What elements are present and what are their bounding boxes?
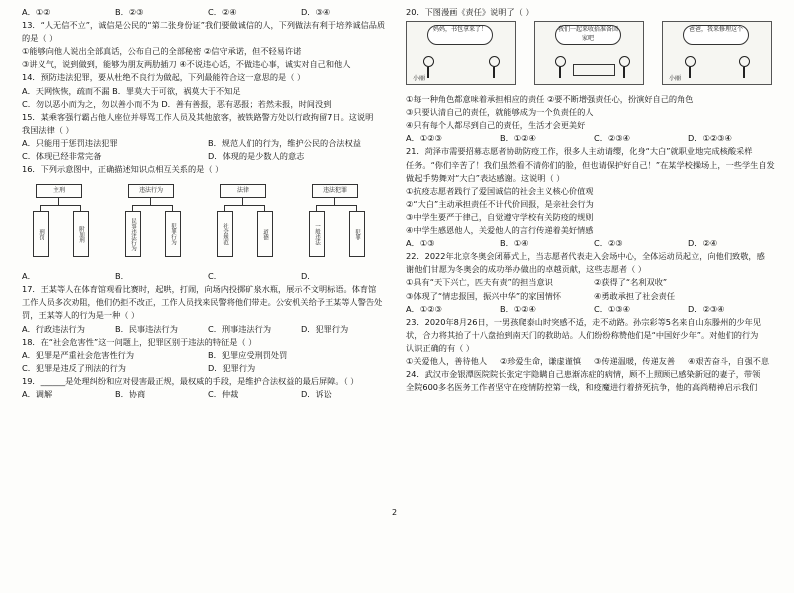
q17-options — [22, 323, 394, 336]
q22-stem: 22．2022年北京冬奥会闭幕式上，当志愿者代表走入会场中心，全体运动员起立，向他们致敬，感 — [406, 251, 765, 262]
option-d: D． — [301, 271, 316, 282]
option-a: A．①③ — [406, 238, 435, 249]
diagram-top-box: 违法犯罪 — [312, 184, 358, 198]
option-c: C．仲裁 — [208, 388, 239, 399]
option-a: A．①② — [22, 7, 51, 17]
q23-stem: 23．2020年8月26日，一男孩爬泰山时突感不适，走不动路。孙宗彩等5名来自山东滕州的少年见 — [406, 316, 762, 327]
option-b: B．规范人们的行为，维护公民的合法权益 — [208, 137, 361, 148]
q15-stem: 15．某乘客强行霸占他人座位并辱骂工作人员及其他旅客，被铁路警方处以行政拘留7日。这说明 — [22, 111, 374, 122]
statement: ④勇敢承担了社会责任 — [594, 290, 676, 301]
option-b: B． — [115, 271, 129, 282]
q18-stem: 18．在“社会危害性”这一问题上，犯罪区别于违法的特征是（ ） — [22, 336, 257, 347]
q19-options — [22, 388, 394, 401]
option-c: C． — [208, 271, 222, 282]
speech-bubble: 爸爸，我来修理这个 — [683, 25, 749, 45]
option-b: B．协商 — [115, 388, 146, 399]
q20-statements-1: ①每一种角色都意味着承担相应的责任 ②要不断增强责任心，扮演好自己的角色 — [406, 94, 694, 105]
q22-statements-12 — [406, 276, 782, 289]
statement: ②获得了“名利双收” — [594, 277, 668, 288]
q21-stem-cont: 任务。“你们辛苦了！我们虽然看不清你们的脸，但也请保护好自己！”在某学校操场上，一些学生自发 — [406, 159, 775, 170]
q15-options-cd — [22, 150, 394, 163]
diagram-sub-box: 道德 — [257, 211, 273, 257]
statement: ④艰苦奋斗，自强不息 — [688, 355, 770, 366]
q12-options — [22, 6, 394, 19]
q21-statement-3: ③中学生要严于律己，自觉遵守学校有关防疫的规则 — [406, 211, 594, 222]
diagram-a — [30, 178, 100, 258]
q14-options-cd: C．勿以恶小而为之，勿以善小而不为 D．善有善报，恶有恶报；若然未报，时间没到 — [22, 98, 332, 109]
diagram-top-box: 主刑 — [36, 184, 82, 198]
option-d: D．诉讼 — [301, 388, 332, 399]
diagram-top-box: 法律 — [220, 184, 266, 198]
diagram-sub-box: 社会规范 — [217, 211, 233, 257]
option-c: C．②④ — [208, 7, 237, 17]
option-c: C．②③④ — [594, 133, 630, 144]
option-a: A．①②③ — [406, 303, 442, 314]
q20-comic — [406, 21, 782, 87]
q21-statement-4: ④中学生感恩他人，关爱他人的言行传递着美好情感 — [406, 225, 594, 236]
option-a: A．调解 — [22, 388, 53, 399]
q24-stem-cont: 全院600多名医务工作者坚守在疫情防控第一线，和疫魔进行着挤死抗争，他的高尚精神启示我们 — [406, 382, 758, 393]
option-b: B．犯罪应受刑罚处罚 — [208, 349, 288, 360]
diagram-sub-box: 犯罪行为 — [165, 211, 181, 257]
option-b: B．①②④ — [500, 133, 536, 144]
q20-statements-3: ④只有每个人都尽到自己的责任，生活才会更美好 — [406, 120, 586, 131]
statement: ②珍爱生命，谦虚谨慎 — [500, 355, 582, 366]
q15-options-ab — [22, 137, 394, 150]
q16-stem: 16．下列示意图中，正确描述知识点相互关系的是（ ） — [22, 164, 224, 175]
option-c: C．②③ — [594, 238, 623, 249]
option-a: A． — [22, 271, 36, 282]
option-d: D．犯罪行为 — [208, 362, 256, 373]
q19-stem: 19．______是处理纠纷和应对侵害最正规，最权威的手段，是维护合法权益的最后屏障。（ ） — [22, 375, 359, 386]
q20-stem: 20．下图漫画《责任》说明了（ ） — [406, 7, 534, 17]
q16-diagrams — [22, 178, 394, 270]
diagram-sub-box: 民事违法行为 — [125, 211, 141, 257]
q22-statements-34 — [406, 290, 782, 303]
option-c: C．体现已经非常完备 — [22, 151, 102, 162]
q22-options — [406, 303, 782, 316]
option-d: D．①②③④ — [688, 133, 732, 144]
comic-panel-1 — [406, 21, 516, 85]
statement: ③体现了“情忠报国，振兴中华”的家国情怀 — [406, 290, 562, 301]
option-a: A．只能用于惩罚违法犯罪 — [22, 137, 118, 148]
diagram-top-box: 违法行为 — [128, 184, 174, 198]
q21-statement-2: ②“大白”主动承担责任不计代价回报，是亲社会行为 — [406, 198, 594, 209]
option-a: A．犯罪是严重社会危害性行为 — [22, 349, 135, 360]
q21-stem: 21．菏泽市需要招募志愿者协助防疫工作，很多人主动请缨，化身“大白”就职业地完成核酸采样 — [406, 146, 753, 157]
diagram-d — [306, 178, 376, 258]
q18-options-cd — [22, 362, 394, 375]
statement: ①关爱他人，善待他人 — [406, 355, 488, 366]
q14-options-ab: A．天网恢恢，疏而不漏 B．罪莫大于可欲，祸莫大于不知足 — [22, 85, 241, 96]
q13-statements-1: ①能够向他人说出全部真话，公布自己的全部秘密 ②信守承诺，但不轻易许诺 — [22, 46, 302, 57]
option-b: B．①②④ — [500, 303, 536, 314]
comic-panel-2 — [534, 21, 644, 85]
comic-label: 小丽 — [413, 75, 426, 83]
q16-option-labels — [22, 270, 394, 283]
q13-stem-cont: 的是（ ） — [22, 33, 58, 44]
comic-label: 小丽 — [669, 75, 682, 83]
q23-stem-cont2: 认识正确的有（ ） — [406, 342, 475, 353]
speech-bubble: 妈妈，书包拿来了！ — [427, 25, 493, 45]
q17-stem-cont2: 罚，王某等人的行为是一种（ ） — [22, 310, 140, 321]
q14-stem: 14．预防违法犯罪，要从杜绝不良行为做起，下列最能符合这一意思的是（ ） — [22, 72, 306, 83]
diagram-sub-box: 一般违法 — [309, 211, 325, 257]
q20-statements-2: ③只要认清自己的责任，就能够成为一个负责任的人 — [406, 107, 594, 118]
diagram-sub-box: 犯罪 — [349, 211, 365, 257]
option-d: D．犯罪行为 — [301, 323, 349, 334]
option-b: B．①④ — [500, 238, 529, 249]
q13-stem: 13．“人无信不立”，诚信是公民的“第二张身份证”我们要做诚信的人，下列做法有利于培养诚信品质 — [22, 20, 386, 31]
diagram-sub-box: 刑罚 — [33, 211, 49, 257]
q24-stem: 24．武汉市金银潭医院院长张定宇隐瞒自己患渐冻症的病情，顾不上照顾已感染新冠的妻子，带领 — [406, 369, 761, 380]
option-d: D．②④ — [688, 238, 718, 249]
q17-stem: 17．王某等人在体育馆观看比赛时，起哄，打闹，向场内投掷矿泉水瓶，展示不文明标语。体育馆 — [22, 284, 377, 295]
left-column — [22, 6, 394, 401]
option-c: C．刑事违法行为 — [208, 323, 272, 334]
option-a: A．行政违法行为 — [22, 323, 85, 334]
q20-options — [406, 132, 782, 145]
option-d: D．体现的是少数人的意志 — [208, 151, 305, 162]
diagram-b — [122, 178, 192, 258]
q21-stem-cont2: 做起手势舞对“大白”表达感谢。这说明（ ） — [406, 172, 565, 183]
statement: ③传递温暖，传递友善 — [594, 355, 676, 366]
option-b: B．民事违法行为 — [115, 323, 178, 334]
q21-statement-1: ①抗疫志愿者践行了爱国诚信的社会主义核心价值观 — [406, 185, 594, 196]
comic-panel-3 — [662, 21, 772, 85]
q13-statements-2: ③讲义气，说到做到，能够为朋友两肋插刀 ④不说违心话，不做违心事，诚实对自己和他人 — [22, 59, 351, 70]
q22-stem-cont: 谢他们甘愿为冬奥会的成功举办做出的卓越贡献，这些志愿者（ ） — [406, 264, 647, 275]
option-c: C．犯罪是违反了刑法的行为 — [22, 362, 126, 373]
diagram-sub-box: 附加刑 — [73, 211, 89, 257]
q17-stem-cont: 工作人员多次劝阻，他们仍拒不改正，工作人员找来民警将他们带走。公安机关给予王某等人警告处 — [22, 297, 383, 308]
q23-stem-cont: 状，合力将其抬了十八盘抬到南天门的救助站。人们纷纷称赞他们是“中国好少年”。对他们的行为 — [406, 329, 759, 340]
option-d: D．③④ — [301, 7, 331, 17]
right-column — [406, 6, 782, 394]
option-b: B．②③ — [115, 7, 144, 17]
q15-stem-cont: 我国法律（ ） — [22, 124, 74, 135]
option-c: C．①③④ — [594, 303, 630, 314]
q21-options — [406, 237, 782, 250]
statement: ①具有“天下兴亡，匹夫有责”的担当意识 — [406, 277, 553, 288]
q18-options-ab — [22, 349, 394, 362]
option-a: A．①②③ — [406, 133, 442, 144]
option-d: D．②③④ — [688, 303, 725, 314]
diagram-c — [214, 178, 284, 258]
q23-statements — [406, 355, 782, 368]
speech-bubble: 我们一起来收拾准备回家吧 — [555, 25, 621, 45]
page-number: 2 — [392, 508, 398, 517]
